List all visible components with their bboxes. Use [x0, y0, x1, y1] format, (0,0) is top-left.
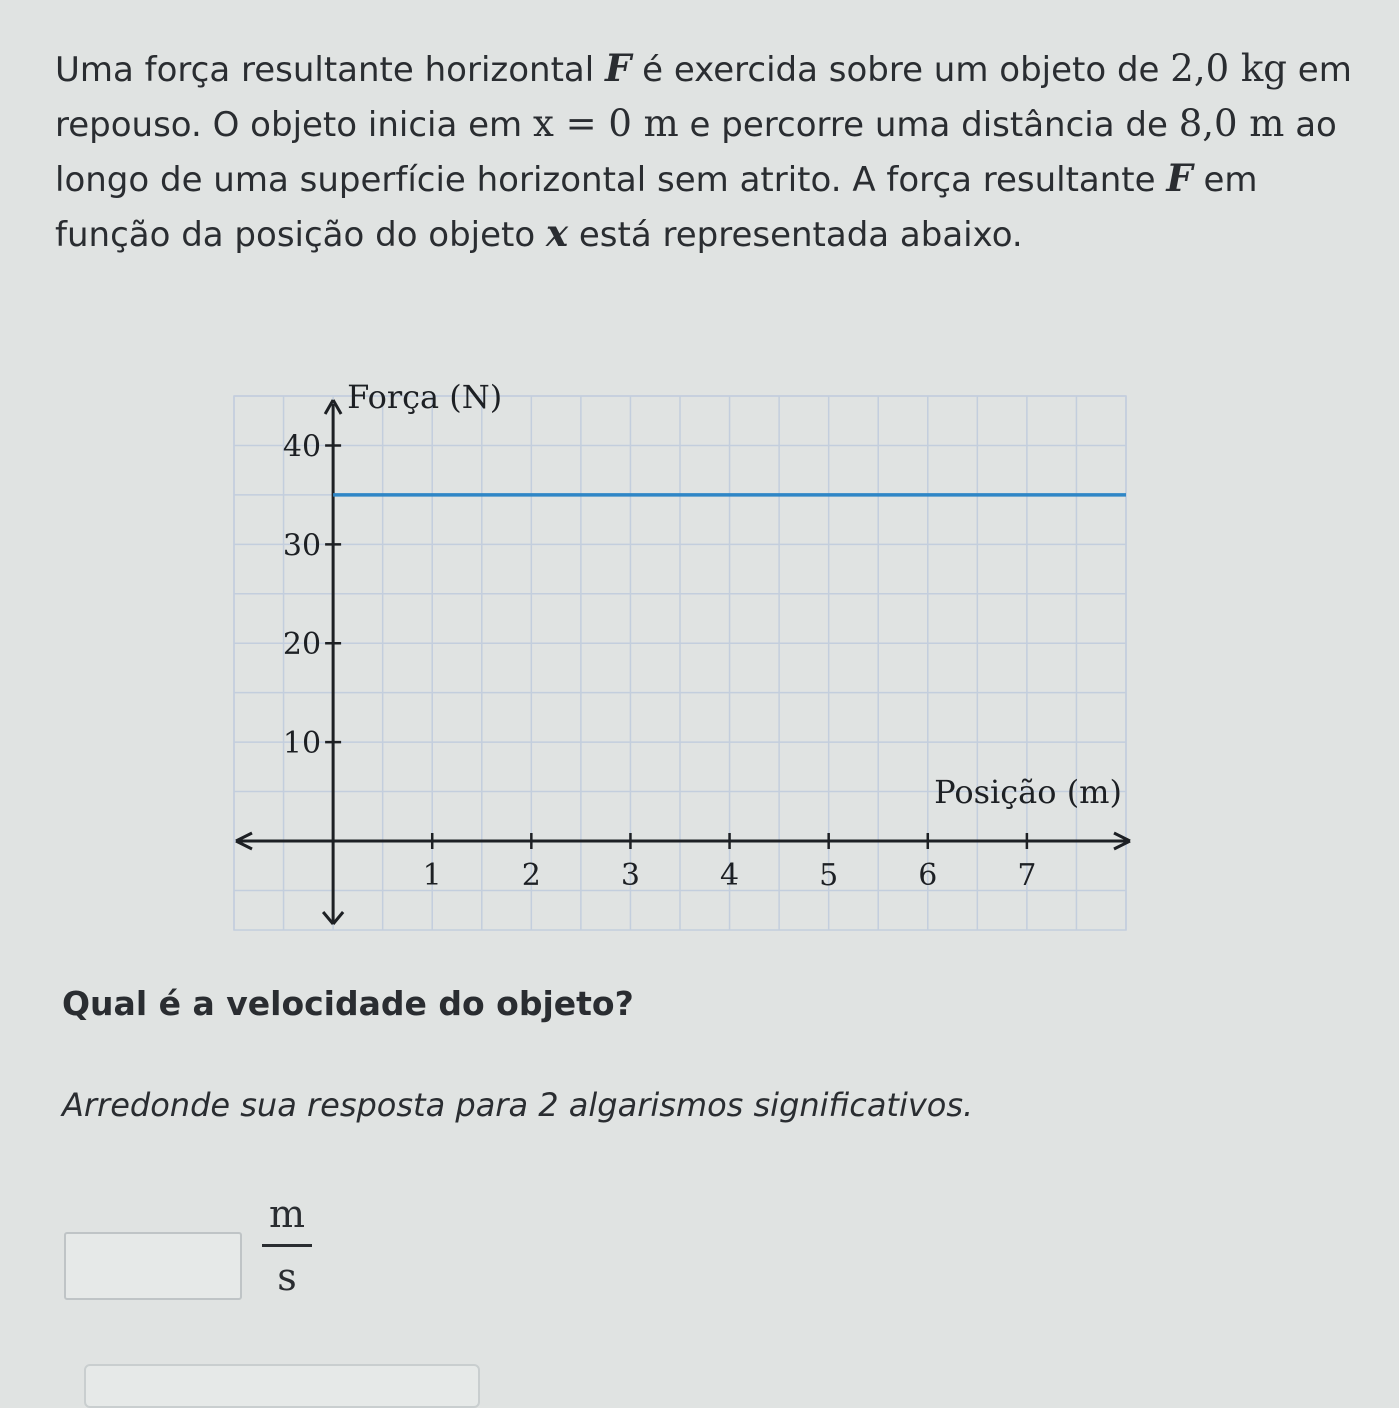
fraction-bar	[262, 1244, 312, 1247]
unit-numerator: m	[268, 1192, 306, 1236]
x-tick-label: 4	[720, 858, 740, 893]
distance-value: 8,0 m	[1178, 102, 1285, 145]
y-tick-label: 10	[282, 726, 322, 762]
force-symbol-2: F	[1166, 156, 1193, 200]
x-tick-label: 6	[918, 858, 938, 893]
answer-input[interactable]	[64, 1232, 242, 1300]
mass-value: 2,0 kg	[1170, 47, 1287, 90]
y-axis-label: Força (N)	[347, 378, 503, 416]
position-symbol: x	[546, 211, 569, 255]
x-tick-label: 3	[620, 858, 640, 893]
x-axis-label: Posição (m)	[934, 773, 1122, 811]
unit-denominator: s	[277, 1255, 297, 1299]
problem-text-7: está representada abaixo.	[568, 215, 1023, 255]
x-tick-label: 7	[1017, 858, 1037, 893]
problem-text-1: Uma força resultante horizontal	[55, 50, 606, 90]
unit-fraction	[262, 1188, 312, 1303]
rounding-hint: Arredonde sua resposta para 2 algarismos significativos.	[62, 1086, 974, 1124]
y-tick-label: 20	[282, 627, 322, 663]
x-tick-label: 5	[819, 858, 839, 893]
check-answer-button[interactable]	[84, 1364, 480, 1408]
problem-text-2: é exercida sobre um objeto de	[631, 50, 1171, 90]
force-symbol: F	[605, 46, 632, 90]
initial-position: x = 0 m	[532, 102, 679, 145]
problem-text-6: em função da posição do objeto	[55, 160, 1258, 255]
x-tick-label: 2	[521, 858, 541, 893]
problem-text-3: em repouso. O objeto inicia em	[55, 50, 1352, 145]
y-tick-label: 40	[282, 429, 322, 465]
question: Qual é a velocidade do objeto?	[62, 984, 634, 1023]
problem-text-4: e percorre uma distância de	[678, 105, 1179, 145]
x-tick-label: 1	[422, 858, 442, 893]
y-tick-label: 30	[282, 528, 322, 564]
problem-text-5: ao longo de uma superfície horizontal sem atrito. A força resultante	[55, 105, 1337, 200]
